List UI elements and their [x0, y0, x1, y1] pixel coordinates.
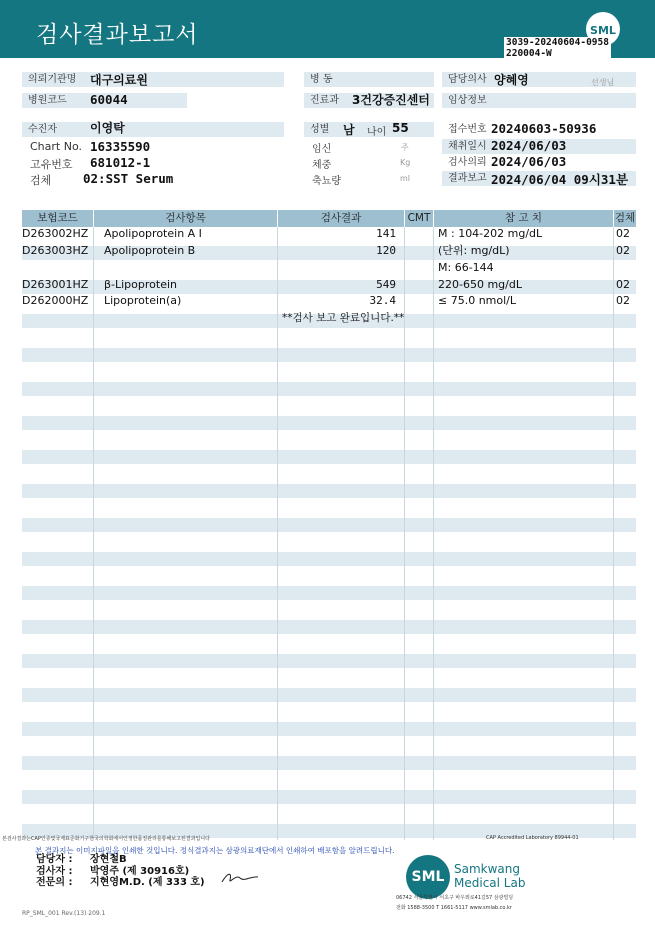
- table-stripe: [22, 382, 636, 396]
- examiner-label: 검사자 :: [36, 866, 73, 877]
- document-number-line-2: 220004-W: [506, 48, 552, 59]
- row-result: 549: [376, 278, 396, 291]
- table-stripe: [22, 552, 636, 566]
- report-label: 결과보고: [448, 173, 487, 184]
- col-specimen: 검체: [614, 210, 636, 227]
- receipt-label: 접수번호: [448, 124, 487, 135]
- table-stripe: [22, 654, 636, 668]
- fine-print-right: CAP Accredited Laboratory 89944-01: [486, 835, 579, 841]
- lab-name-line-1: Samkwang: [454, 862, 520, 876]
- doctor-label: 담당의사: [448, 74, 487, 85]
- collect-value: 2024/06/03: [491, 138, 567, 153]
- clinical-row: [442, 93, 636, 108]
- table-stripe: [22, 620, 636, 634]
- table-stripe: [22, 722, 636, 736]
- table-stripe: [22, 586, 636, 600]
- row-specimen: 02: [616, 278, 630, 291]
- fine-print-left: 본검사결과는CAP인증및국제표준화기구한국의학회에서인정한품질관리를통해보고된결과입니다: [2, 836, 210, 842]
- institution-value: 대구의료원: [90, 73, 148, 87]
- manager-label: 담당자 :: [36, 854, 73, 865]
- dept-label: 진료과: [310, 95, 339, 106]
- chart-no-value: 16335590: [90, 139, 151, 154]
- row-result: 32.4: [369, 294, 396, 307]
- hospital-code-label: 병원코드: [28, 95, 67, 106]
- pregnancy-unit: 주: [401, 143, 409, 152]
- row-reference: M: 66-144: [438, 261, 494, 274]
- sml-logo-text: SML: [590, 24, 616, 37]
- specimen-label: 검체: [30, 174, 52, 187]
- document-number-line-1: 3039-20240604-0958: [506, 37, 609, 48]
- table-stripe: [22, 518, 636, 532]
- row-result: 141: [376, 227, 396, 240]
- request-value: 2024/06/03: [491, 154, 567, 169]
- urine-unit: ml: [400, 174, 411, 183]
- sex-label: 성별: [310, 124, 330, 135]
- hospital-code-value: 60044: [90, 92, 128, 107]
- signature-icon: [220, 868, 260, 886]
- lab-name-line-2: Medical Lab: [454, 876, 526, 890]
- report-title: 검사결과보고서: [36, 22, 199, 48]
- col-insurance-code: 보험코드: [22, 210, 93, 227]
- lab-name: [454, 862, 525, 890]
- weight-label: 체중: [312, 160, 332, 171]
- document-number: [504, 37, 611, 59]
- urine-label: 축뇨량: [312, 176, 341, 187]
- table-stripe: [22, 416, 636, 430]
- age-value: 55: [392, 121, 409, 135]
- institution-label: 의뢰기관명: [28, 74, 77, 85]
- row-item: β-Lipoprotein: [104, 278, 177, 291]
- specialist-name: 지현영M.D. (제 333 호): [90, 877, 205, 888]
- notice-text: 본 결과지는 이미지파일을 인쇄한 것입니다. 정식결과지는 삼광의료재단에서 인쇄하여 배포함을 알려드립니다.: [35, 846, 395, 855]
- col-test-item: 검사항목: [94, 210, 277, 227]
- id-value: 681012-1: [90, 155, 151, 170]
- row-code: D263001HZ: [22, 278, 89, 291]
- manager-name: 장현철B: [90, 854, 127, 865]
- column-divider: [433, 227, 434, 840]
- report-value: 2024/06/04 09시31분: [491, 172, 629, 187]
- column-divider: [93, 227, 94, 840]
- examiner-name: 박영주 (제 30916호): [90, 866, 190, 877]
- form-id: RP_SML_001 Rev.(13) 209.1: [22, 910, 106, 917]
- table-stripe: [22, 688, 636, 702]
- column-divider: [277, 227, 278, 840]
- age-label: 나이: [367, 127, 387, 138]
- table-stripe: [22, 450, 636, 464]
- collect-label: 채취일시: [448, 141, 487, 152]
- ward-row: [304, 72, 434, 87]
- patient-value: 이영탁: [90, 121, 125, 135]
- patient-label: 수진자: [28, 124, 57, 135]
- table-stripe: [22, 756, 636, 770]
- specimen-value: 02:SST Serum: [83, 171, 174, 186]
- col-reference: 참 고 치: [434, 210, 613, 227]
- pregnancy-label: 임신: [312, 144, 332, 155]
- clinical-label: 임상정보: [448, 95, 487, 106]
- row-result: 120: [376, 244, 396, 257]
- row-reference: M : 104-202 mg/dL: [438, 227, 543, 240]
- row-reference: ≤ 75.0 nmol/L: [438, 294, 517, 307]
- table-stripe: [22, 790, 636, 804]
- doctor-value: 양혜영: [494, 73, 529, 87]
- table-stripe: [22, 348, 636, 362]
- row-reference: (단위: mg/dL): [438, 244, 510, 257]
- ward-label: 병 동: [310, 74, 333, 85]
- row-item: Apolipoprotein B: [104, 244, 196, 257]
- row-code: D263003HZ: [22, 244, 89, 257]
- row-code: D263002HZ: [22, 227, 89, 240]
- patient-row: [22, 122, 284, 137]
- col-result: 검사결과: [278, 210, 404, 227]
- row-specimen: 02: [616, 294, 630, 307]
- row-reference: 220-650 mg/dL: [438, 278, 522, 291]
- receipt-value: 20240603-50936: [491, 121, 597, 136]
- request-label: 검사의뢰: [448, 157, 487, 168]
- lab-phone: 전화 1588-3500 T 1661-5117 www.smlab.co.kr: [396, 905, 512, 911]
- institution-row: [22, 72, 284, 87]
- dept-value: 3건강증진센터: [352, 93, 430, 107]
- column-divider: [613, 227, 614, 840]
- row-item: Lipoprotein(a): [104, 294, 182, 307]
- lab-logo-text: SML: [411, 869, 445, 885]
- specialist-label: 전문의 :: [36, 877, 73, 888]
- row-specimen: 02: [616, 227, 630, 240]
- weight-unit: Kg: [400, 158, 411, 167]
- lab-address: 06742 서울특별시 서초구 바우뫼로41길57 삼광빌딩: [396, 895, 514, 901]
- id-label: 고유번호: [30, 158, 73, 171]
- end-note: **검사 보고 완료입니다.**: [282, 312, 405, 324]
- sex-value: 남: [343, 123, 355, 137]
- table-stripe: [22, 484, 636, 498]
- row-specimen: 02: [616, 244, 630, 257]
- row-code: D262000HZ: [22, 294, 89, 307]
- col-cmt: CMT: [405, 210, 433, 227]
- row-item: Apolipoprotein A I: [104, 227, 202, 240]
- doctor-suffix: 선생님: [591, 78, 615, 87]
- chart-no-label: Chart No.: [30, 140, 82, 153]
